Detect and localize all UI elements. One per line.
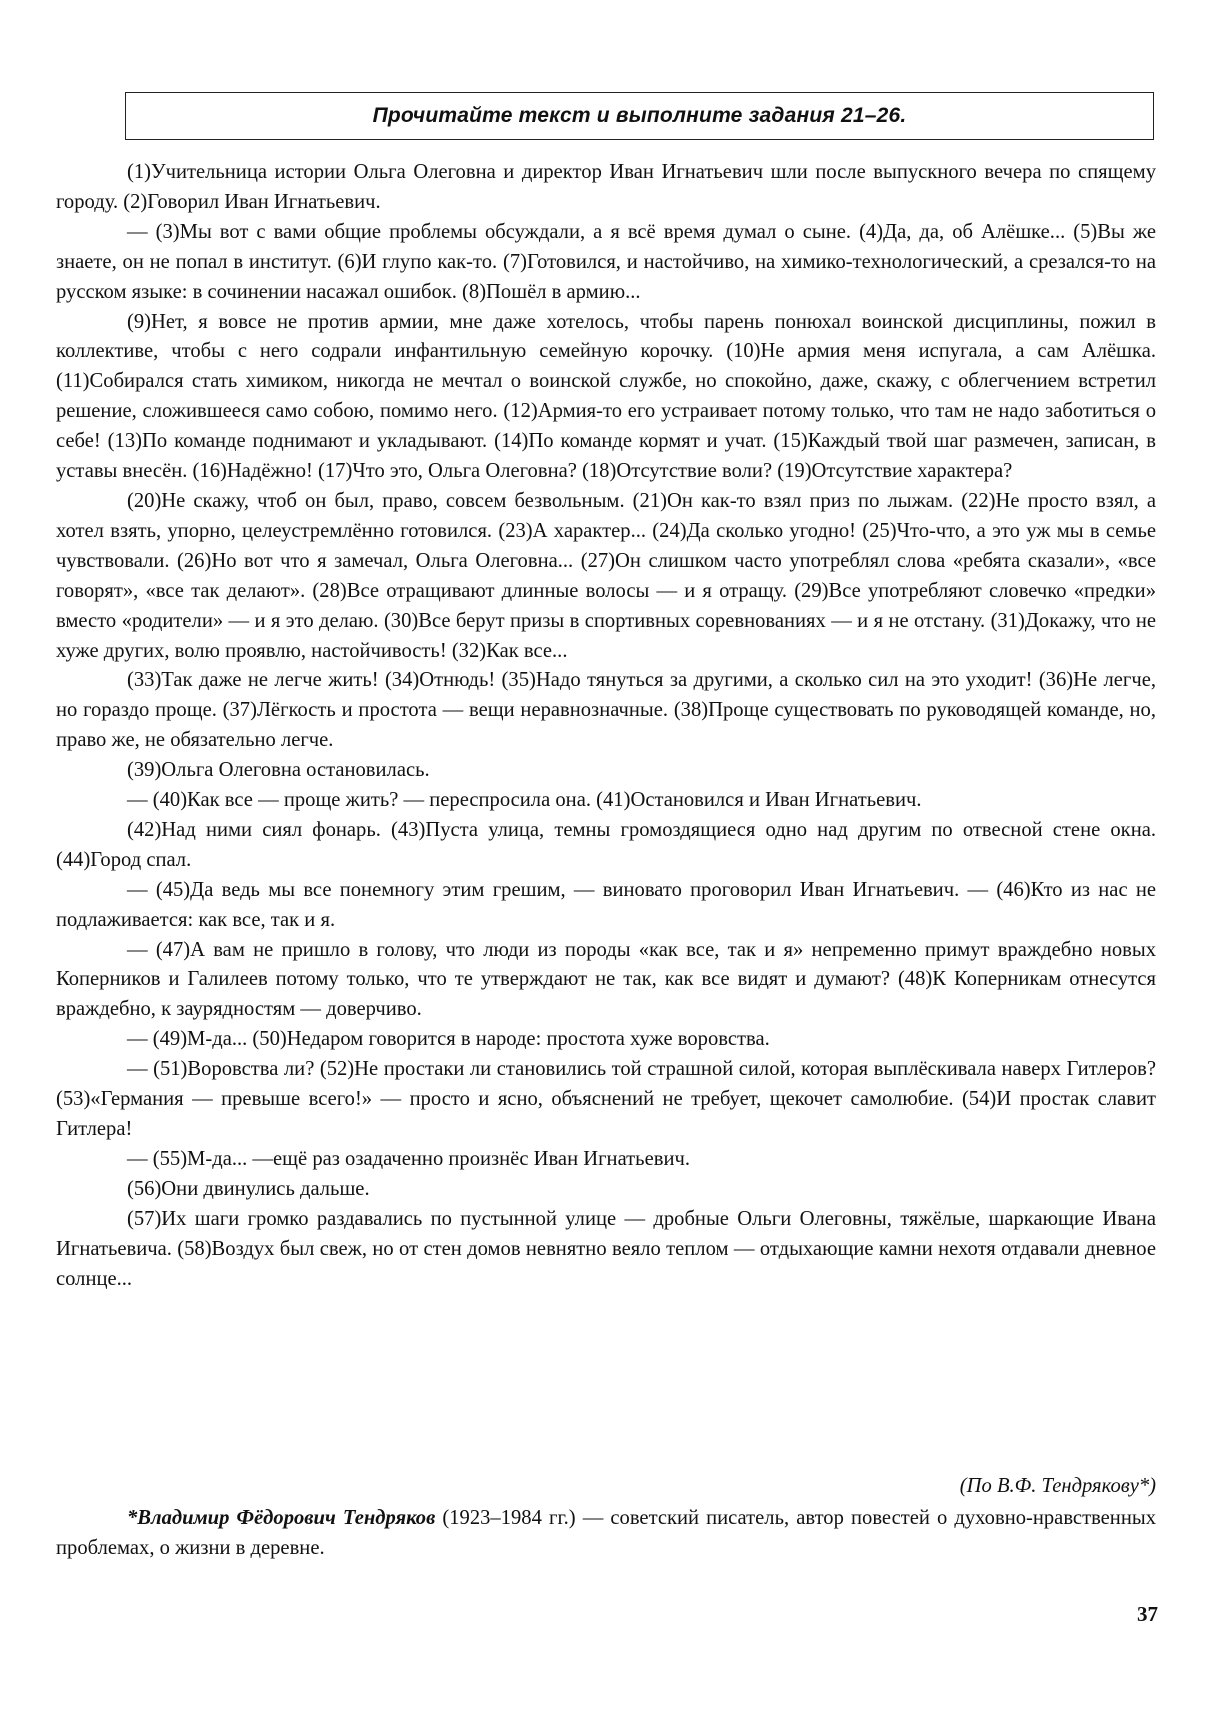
task-instruction-title: Прочитайте текст и выполните задания 21–26. [372,104,907,127]
author-footnote [56,1503,1156,1563]
paragraph: — (49)М-да... (50)Недаром говорится в народе: простота хуже воровства. [127,1028,770,1051]
paragraph: (1)Учительница истории Ольга Олеговна и директор Иван Игнатьевич шли после выпускного вечера по спящему городу. (2)Говорил Иван Игнатьевич. [56,161,1156,213]
page-number: 37 [1137,1602,1158,1626]
paragraph: (33)Так даже не легче жить! (34)Отнюдь! (35)Надо тянуться за другими, а сколько сил на это уходит! (36)Не легче, но гораздо проще. (37)Лёгкость и простота — вещи неравнозначные. (38)Проще существовать по руководящей команде, но, право же, не обязательно легче. [56,669,1156,752]
task-instruction-box [125,92,1154,140]
paragraph: — (40)Как все — проще жить? — переспросила она. (41)Остановился и Иван Игнатьевич. [127,789,922,812]
paragraph: — (47)А вам не пришло в голову, что люди из породы «как все, так и я» непременно примут враждебно новых Коперников и Галилеев потому только, что те утверждают не так, как все видят и думают? (48)К Коперникам отнесутся враждебно, к заурядностям — доверчиво. [56,938,1156,1021]
paragraph: — (55)М-да... —ещё раз озадаченно произнёс Иван Игнатьевич. [127,1147,690,1170]
paragraph: (57)Их шаги громко раздавались по пустынной улице — дробные Ольги Олеговны, тяжёлые, шаркающие Ивана Игнатьевича. (58)Воздух был свеж, но от стен домов невнятно веяло теплом — отдыхающие камни нехотя отдавали дневное солнце... [56,1207,1156,1290]
paragraph: — (51)Воровства ли? (52)Не простаки ли становились той страшной силой, которая выплёскивала наверх Гитлеров? (53)«Германия — превыше всего!» — просто и ясно, объяснений не требует, щекочет самолюбие. (54)И простак славит Гитлера! [56,1058,1156,1140]
paragraph: (39)Ольга Олеговна остановилась. [127,759,430,782]
paragraph: (56)Они двинулись дальше. [127,1177,370,1200]
footnote-author: *Владимир Фёдорович Тендряков [127,1507,436,1529]
main-text [56,158,1156,1294]
paragraph: (20)Не скажу, чтоб он был, право, совсем безвольным. (21)Он как-то взял приз по лыжам. (22)Не просто взял, а хотел взять, упорно, целеустремлённо готовился. (23)А характер... (24)Да сколько угодно! (25)Что-что, а это уж мы в семье чувствовали. (26)Но вот что я замечал, Ольга Олеговна... (27)Он слишком часто употреблял слова «ребята сказали», «все говорят», «все так делают». (28)Все отращивают длинные волосы — и я отращу. (29)Все употребляют словечко «предки» вместо «родители» — и я это делаю. (30)Все берут призы в спортивных соревнованиях — и я не отстану. (31)Докажу, что не хуже других, волю проявлю, настойчивость! (32)Как все... [56,489,1156,662]
source-attribution: (По В.Ф. Тендрякову*) [959,1475,1156,1497]
paragraph: — (45)Да ведь мы все понемногу этим грешим, — виновато проговорил Иван Игнатьевич. — (46)Кто из нас не подлаживается: как все, так и я. [56,878,1156,931]
paragraph: — (3)Мы вот с вами общие проблемы обсуждали, а я всё время думал о сыне. (4)Да, да, об Алёшке... (5)Вы же знаете, он не попал в институт. (6)И глупо как-то. (7)Готовился, и настойчиво, на химико-технологический, а срезался-то на русском языке: в сочинении насажал ошибок. (8)Пошёл в армию... [56,220,1156,303]
paragraph: (9)Нет, я вовсе не против армии, мне даже хотелось, чтобы парень понюхал воинской дисциплины, пожил в коллективе, чтобы с него содрали инфантильную семейную корочку. (10)Не армия меня испугала, а сам Алёшка. (11)Собирался стать химиком, никогда не мечтал о воинской службе, но спокойно, даже, скажу, с облегчением встретил решение, сложившееся само собою, помимо него. (12)Армия-то его устраивает потому только, что там не надо заботиться о себе! (13)По команде поднимают и укладывают. (14)По команде кормят и учат. (15)Каждый твой шаг размечен, записан, в уставы внесён. (16)Надёжно! (17)Что это, Ольга Олеговна? (18)Отсутствие воли? (19)Отсутствие характера? [56,310,1156,483]
footnote-text: (1923–1984 гг.) — советский писатель, автор повестей о духовно-нравственных проблемах, о жизни в деревне. [56,1507,1156,1559]
paragraph: (42)Над ними сиял фонарь. (43)Пуста улица, темны громоздящиеся одно над другим по отвесной стене окна. (44)Город спал. [56,818,1156,871]
